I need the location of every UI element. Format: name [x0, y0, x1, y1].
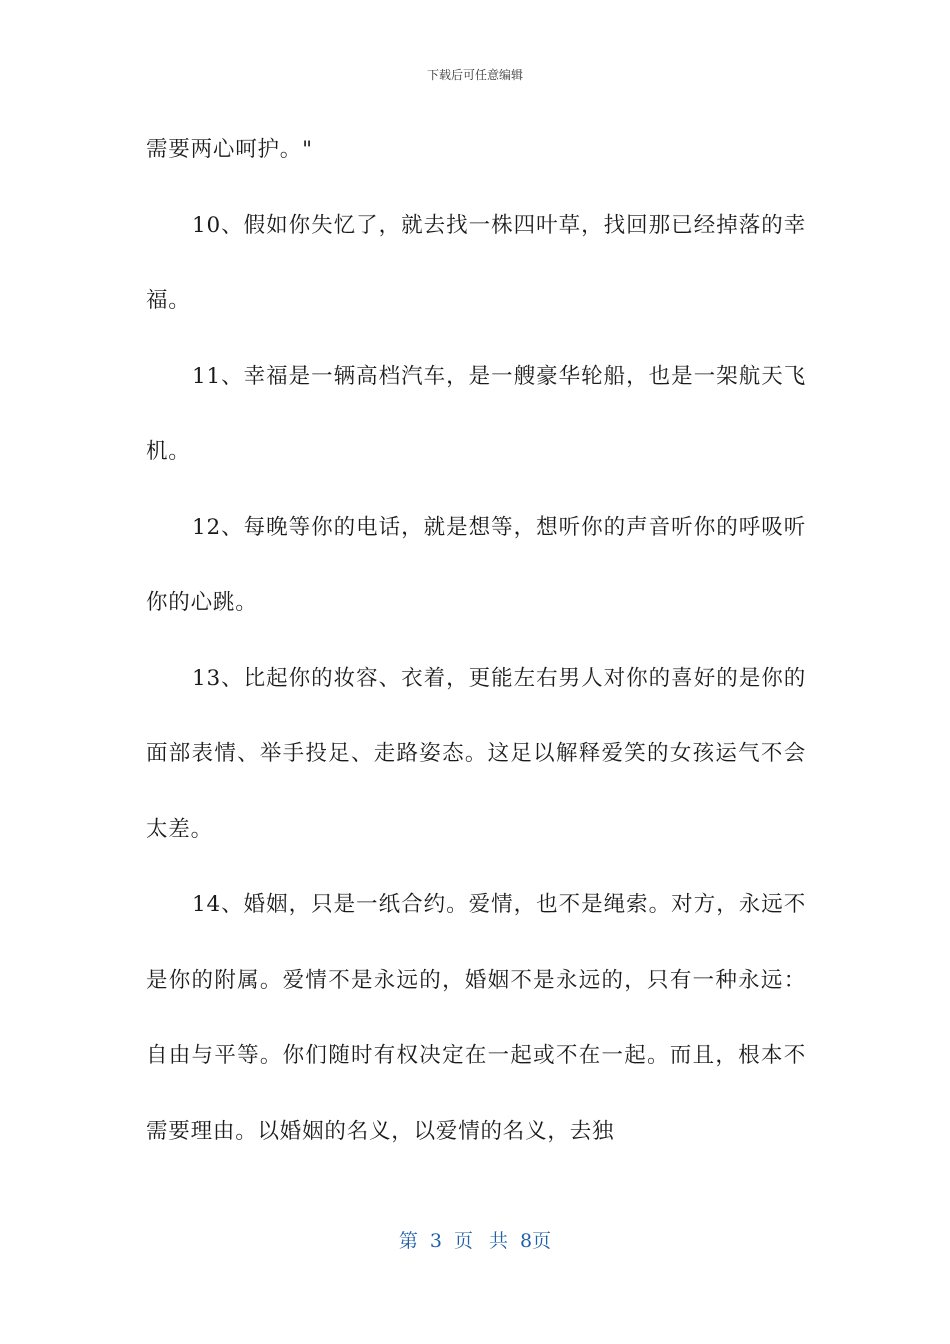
paragraph: 需要两心呵护。" [146, 137, 313, 162]
footer-page-label: 第 [398, 1230, 418, 1252]
paragraph: 12、每晚等你的电话，就是想等，想听你的声音听你的呼吸听你的心跳。 [146, 514, 806, 615]
document-body [146, 112, 806, 1169]
footer-of-label: 页 共 [453, 1230, 509, 1252]
paragraph: 13、比起你的妆容、衣着，更能左右男人对你的喜好的是你的面部表情、举手投足、走路姿态。这足以解释爱笑的女孩运气不会太差。 [146, 665, 806, 842]
footer-total-pages: 8页 [520, 1230, 552, 1252]
page-header: 下载后可任意编辑 [426, 68, 523, 82]
paragraph: 10、假如你失忆了，就去找一株四叶草，找回那已经掉落的幸福。 [146, 212, 806, 313]
page-footer [0, 1226, 950, 1253]
paragraph: 11、幸福是一辆高档汽车，是一艘豪华轮船，也是一架航天飞机。 [146, 363, 806, 464]
footer-current-page: 3 [429, 1230, 442, 1252]
paragraph: 14、婚姻，只是一纸合约。爱情，也不是绳索。对方，永远不是你的附属。爱情不是永远的，婚姻不是永远的，只有一种永远：自由与平等。你们随时有权决定在一起或不在一起。而且，根本不需要理由。以婚姻的名义，以爱情的名义，去独 [146, 892, 806, 1144]
